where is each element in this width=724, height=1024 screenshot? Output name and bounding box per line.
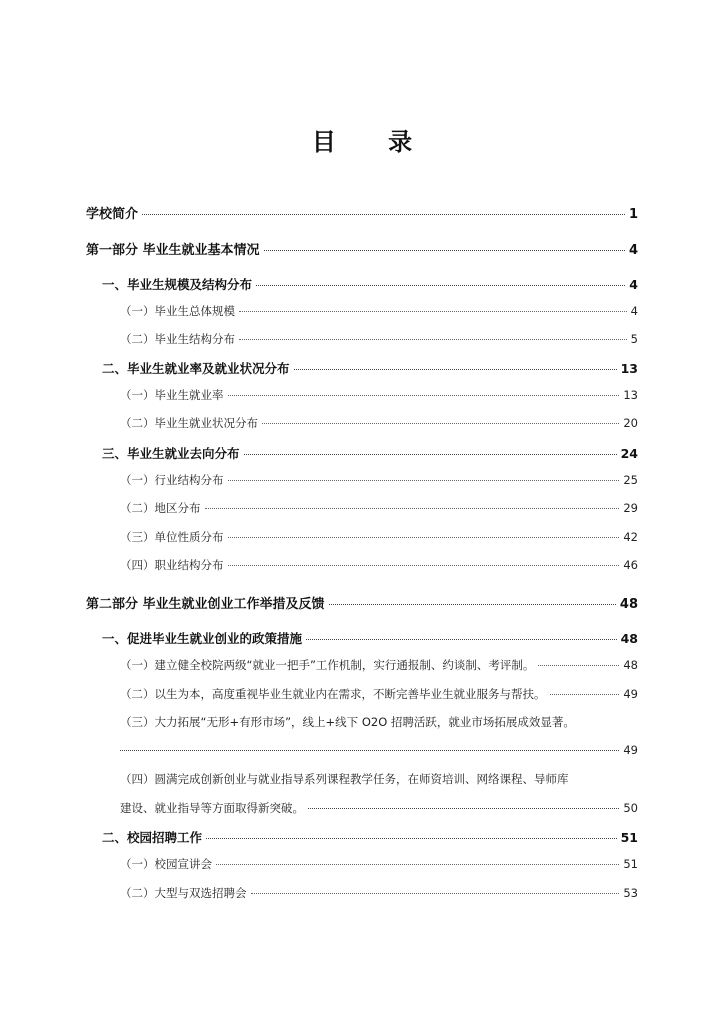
toc-entry-page: 13 — [620, 361, 638, 376]
toc-entry-subsection[interactable] — [120, 387, 638, 403]
toc-entry-page: 48 — [619, 597, 638, 612]
dot-leader — [538, 665, 619, 666]
toc-entry-page: 4 — [629, 277, 638, 292]
toc-entry-page: 25 — [623, 473, 638, 487]
toc-entry-subsection[interactable] — [120, 885, 638, 901]
toc-entry-subsection[interactable] — [120, 500, 638, 516]
toc-entry-subsection[interactable] — [120, 529, 638, 545]
toc-entry-page: 1 — [628, 207, 638, 222]
toc-entry-label: （三）大力拓展“无形+有形市场”，线上+线下 O2O 招聘活跃，就业市场拓展成效显著。 — [120, 715, 575, 729]
dot-leader — [142, 214, 625, 215]
toc-entry-subsection[interactable] — [120, 657, 638, 673]
dot-leader — [228, 480, 620, 481]
toc-entry-label: （四）职业结构分布 — [120, 558, 224, 572]
toc-entry-subsection-line2[interactable] — [120, 743, 638, 757]
toc-entry-subsection[interactable] — [120, 472, 638, 488]
toc-entry-subsection[interactable] — [120, 303, 638, 319]
toc-entry-section[interactable] — [102, 444, 638, 462]
dot-leader — [206, 838, 617, 839]
toc-entry-subsection-line1[interactable] — [120, 771, 638, 787]
toc-entry-label: 第一部分 毕业生就业基本情况 — [86, 243, 260, 258]
toc-entry-section[interactable] — [102, 828, 638, 846]
toc-entry-label: 一、毕业生规模及结构分布 — [102, 277, 253, 292]
toc-entry-label: （一）毕业生总体规模 — [120, 304, 235, 318]
toc-entry-subsection[interactable] — [120, 686, 638, 702]
toc-entry-page: 51 — [623, 857, 638, 871]
toc-entry-label: （一）校园宣讲会 — [120, 857, 212, 871]
toc-entry-subsection[interactable] — [120, 415, 638, 431]
toc-entry-section[interactable] — [102, 359, 638, 377]
dot-leader — [228, 565, 620, 566]
toc-entry-label: （二）大型与双选招聘会 — [120, 886, 247, 900]
toc-entry-page: 46 — [623, 558, 638, 572]
dot-leader — [294, 369, 617, 370]
toc-entry-label: 三、毕业生就业去向分布 — [102, 446, 240, 461]
toc-entry-part-two[interactable] — [86, 593, 638, 612]
toc-entry-page: 4 — [628, 243, 638, 258]
dot-leader — [120, 750, 619, 751]
toc-entry-page: 24 — [620, 446, 638, 461]
toc-entry-label: 二、毕业生就业率及就业状况分布 — [102, 361, 290, 376]
dot-leader — [205, 508, 620, 509]
dot-leader — [228, 537, 620, 538]
toc-entry-section[interactable] — [102, 275, 638, 293]
dot-leader — [216, 864, 619, 865]
toc-entry-page: 48 — [620, 631, 638, 646]
dot-leader — [239, 311, 627, 312]
toc-entry-label: （二）毕业生就业状况分布 — [120, 416, 258, 430]
toc-entry-label: （三）单位性质分布 — [120, 530, 224, 544]
toc-entry-part-one[interactable] — [86, 239, 638, 258]
toc-entry-page: 13 — [623, 388, 638, 402]
toc-entry-label: （一）建立健全校院两级“就业一把手”工作机制，实行通报制、约谈制、考评制。 — [120, 658, 535, 672]
toc-entry-label: （四）圆满完成创新创业与就业指导系列课程教学任务，在师资培训、网络课程、导师库 — [120, 772, 569, 786]
toc-entry-page: 5 — [630, 332, 638, 346]
toc-entry-section[interactable] — [102, 629, 638, 647]
toc-entry-label: 一、促进毕业生就业创业的政策措施 — [102, 631, 303, 646]
toc-entry-page: 49 — [623, 743, 638, 757]
dot-leader — [228, 395, 620, 396]
toc-entry-label: （二）地区分布 — [120, 501, 201, 515]
toc-entry-page: 4 — [630, 304, 638, 318]
toc-entry-label-continued: 建设、就业指导等方面取得新突破。 — [120, 801, 304, 815]
toc-entry-label: 第二部分 毕业生就业创业工作举措及反馈 — [86, 597, 325, 612]
toc-entry-page: 20 — [623, 416, 638, 430]
toc-entry-label: 学校简介 — [86, 207, 139, 222]
toc-entry-page: 53 — [623, 886, 638, 900]
dot-leader — [550, 694, 620, 695]
toc-entry-subsection-line2[interactable] — [120, 800, 638, 816]
toc-entry-subsection[interactable] — [120, 557, 638, 573]
dot-leader — [264, 250, 625, 251]
toc-entry-label: （二）以生为本，高度重视毕业生就业内在需求，不断完善毕业生就业服务与帮扶。 — [120, 687, 546, 701]
toc-entry-subsection[interactable] — [120, 331, 638, 347]
dot-leader — [251, 893, 620, 894]
toc-entry-school-intro[interactable] — [86, 203, 638, 222]
toc-entry-page: 51 — [620, 830, 638, 845]
toc-entry-label: （二）毕业生结构分布 — [120, 332, 235, 346]
dot-leader — [262, 423, 619, 424]
dot-leader — [306, 639, 617, 640]
toc-entry-subsection[interactable] — [120, 856, 638, 872]
toc-entry-page: 50 — [623, 801, 638, 815]
toc-entry-page: 29 — [623, 501, 638, 515]
dot-leader — [256, 285, 625, 286]
toc-entry-page: 42 — [623, 530, 638, 544]
toc-entry-label: 二、校园招聘工作 — [102, 830, 203, 845]
dot-leader — [308, 808, 619, 809]
toc-entry-label: （一）行业结构分布 — [120, 473, 224, 487]
dot-leader — [239, 339, 627, 340]
toc-title: 目 录 — [311, 128, 435, 156]
dot-leader — [244, 454, 617, 455]
toc-entry-page: 49 — [623, 687, 638, 701]
toc-entry-subsection-line1[interactable] — [120, 714, 638, 730]
toc-entry-page: 48 — [623, 658, 638, 672]
toc-entry-label: （一）毕业生就业率 — [120, 388, 224, 402]
dot-leader — [329, 604, 616, 605]
